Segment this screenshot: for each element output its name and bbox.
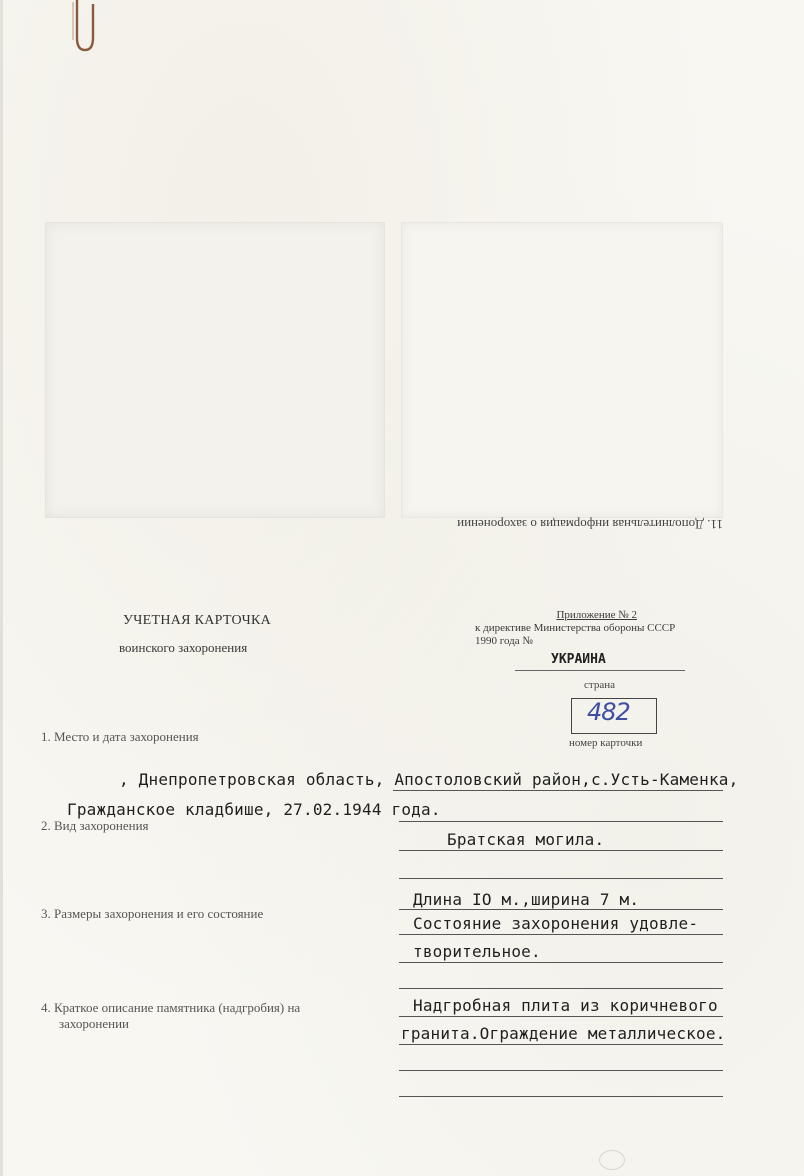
field-2-line-1: Братская могила. <box>447 830 605 849</box>
appendix-reference <box>475 609 715 648</box>
card-number-value: 482 <box>587 698 630 726</box>
field-4-label-line-2: захоронении <box>59 1016 130 1031</box>
field-1-line-1: , Днепропетровская область, Апостоловский район,с.Усть-Каменка, <box>119 770 739 789</box>
field-2-label: 2. Вид захоронения <box>41 818 149 833</box>
field-2-rule-1 <box>399 850 723 851</box>
appendix-year: 1990 года № <box>475 635 533 647</box>
field-3-line-3: творительное. <box>413 942 541 961</box>
field-1-rule-2 <box>399 821 723 822</box>
faint-stamp-mark <box>599 1150 625 1170</box>
field-4-rule-2 <box>399 1044 723 1045</box>
paperclip-icon <box>69 0 99 54</box>
field-1-line-2: Гражданское кладбише, 27.02.1944 года. <box>67 800 441 819</box>
field-3-line-2: Состояние захоронения удовле- <box>413 914 699 933</box>
field-4-label-line-1: 4. Краткое описание памятника (надгробия) на <box>41 1000 301 1015</box>
field-1-label: 1. Место и дата захоронения <box>41 729 199 744</box>
additional-info-area <box>401 222 723 518</box>
additional-info-label: 11. Дополнительная информация о захоронении <box>457 517 723 532</box>
field-4-line-1: Надгробная плита из коричневого <box>413 996 718 1015</box>
country-underline <box>515 670 685 671</box>
field-4-line-2: гранита.Ограждение металлическое. <box>401 1024 726 1043</box>
field-4-rule-3 <box>399 1070 723 1071</box>
field-2-rule-2 <box>399 878 723 879</box>
card-number-label: номер карточки <box>569 737 643 749</box>
field-3-rule-3 <box>399 962 723 963</box>
country-value: УКРАИНА <box>551 652 606 667</box>
field-4-rule-4 <box>399 1096 723 1097</box>
field-3-rule-4 <box>399 988 723 989</box>
field-3-label: 3. Размеры захоронения и его состояние <box>41 906 264 921</box>
field-3-rule-1 <box>399 909 723 910</box>
appendix-directive: к директиве Министерства обороны СССР <box>475 622 676 634</box>
field-1-rule-1 <box>393 790 723 791</box>
card-subtitle: воинского захоронения <box>119 640 248 655</box>
field-3-rule-2 <box>399 934 723 935</box>
card-title: УЧЕТНАЯ КАРТОЧКА <box>123 613 272 628</box>
photo-placeholder <box>45 222 385 518</box>
field-4-rule-1 <box>399 1016 723 1017</box>
appendix-number: Приложение № 2 <box>556 609 637 621</box>
field-3-line-1: Длина IO м.,ширина 7 м. <box>413 890 640 909</box>
country-label: страна <box>584 679 615 691</box>
